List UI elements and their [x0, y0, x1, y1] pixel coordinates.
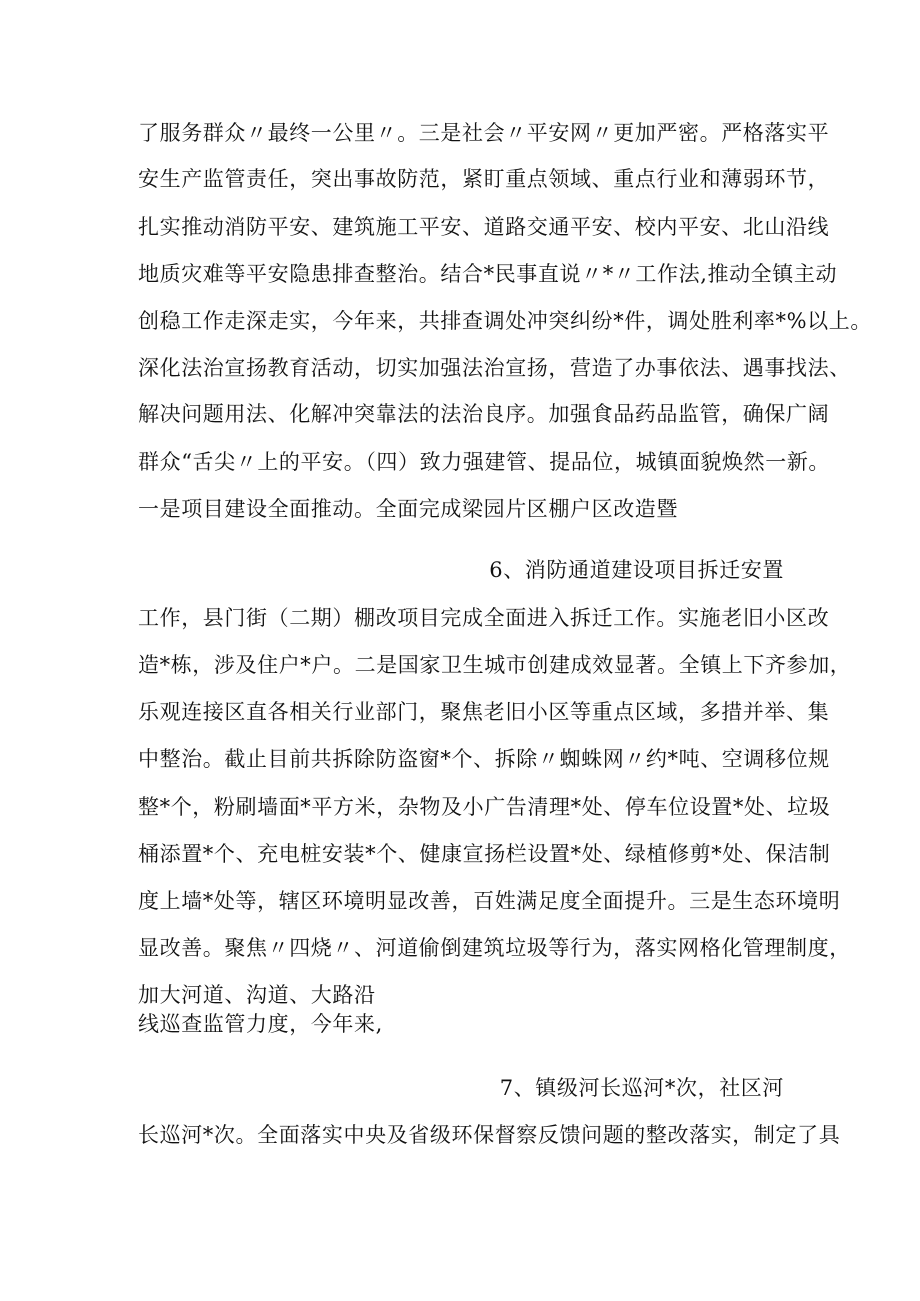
text-line-18: 加大河道、沟道、大路沿: [138, 983, 376, 1007]
text-line-9: 一是项目建设全面推动。全面完成梁园片区棚户区改造暨: [138, 497, 678, 521]
text-line-19: 线巡查监管力度，今年来,: [138, 1012, 383, 1036]
text-line-3: 扎实推动消防平安、建筑施工平安、道路交通平安、校内平安、北山沿线: [138, 215, 830, 239]
text-line-1: 了服务群众〃最终一公里〃。三是社会〃平安网〃更加严密。严格落实平: [138, 121, 830, 145]
text-line-10: 工作，县门街（二期）棚改项目完成全面进入拆迁工作。实施老旧小区改: [138, 606, 830, 630]
text-line-8: 群众“舌尖〃上的平安。（四）致力强建管、提品位，城镇面貌焕然一新。: [138, 450, 831, 474]
text-line-20: 长巡河*次。全面落实中央及省级环保督察反馈问题的整改落实，制定了具: [138, 1123, 841, 1147]
text-line-6: 深化法治宣扬教育活动，切实加强法治宣扬，营造了办事依法、遇事找法、: [138, 356, 851, 380]
text-line-14: 整*个，粉刷墙面*平方米，杂物及小广告清理*处、停车位设置*处、垃圾: [138, 795, 831, 819]
text-line-4: 地质灾难等平安隐患排查整治。结合*民事直说〃*〃工作法,推动全镇主动: [138, 262, 838, 286]
text-line-15: 桶添置*个、充电桩安装*个、健康宣扬栏设置*处、绿植修剪*处、保洁制: [138, 842, 831, 866]
text-line-12: 乐观连接区直各相关行业部门，聚焦老旧小区等重点区域，多措并举、集: [138, 700, 830, 724]
text-line-11: 造*栋，涉及住户*户。二是国家卫生城市创建成效显著。全镇上下齐参加，: [138, 653, 852, 677]
numbered-heading-7: 7、镇级河长巡河*次，社区河: [499, 1076, 784, 1100]
text-line-17: 显改善。聚焦〃四烧〃、河道偷倒建筑垃圾等行为，落实网格化管理制度，: [138, 936, 851, 960]
text-line-5: 创稳工作走深走实，今年来，共排查调处冲突纠纷*件，调处胜利率*%以上。: [138, 309, 872, 333]
text-line-2: 安生产监管责任，突出事故防范，紧盯重点领域、重点行业和薄弱环节，: [138, 167, 830, 191]
text-line-13: 中整治。截止目前共拆除防盗窗*个、拆除〃蜘蛛网〃约*吨、空调移位规: [138, 747, 830, 771]
text-line-7: 解决问题用法、化解冲突靠法的法治良序。加强食品药品监管，确保广阔: [138, 402, 830, 426]
numbered-heading-6: 6、消防通道建设项目拆迁安置: [489, 558, 784, 582]
text-line-16: 度上墙*处等，辖区环境明显改善，百姓满足度全面提升。三是生态环境明: [138, 889, 841, 913]
